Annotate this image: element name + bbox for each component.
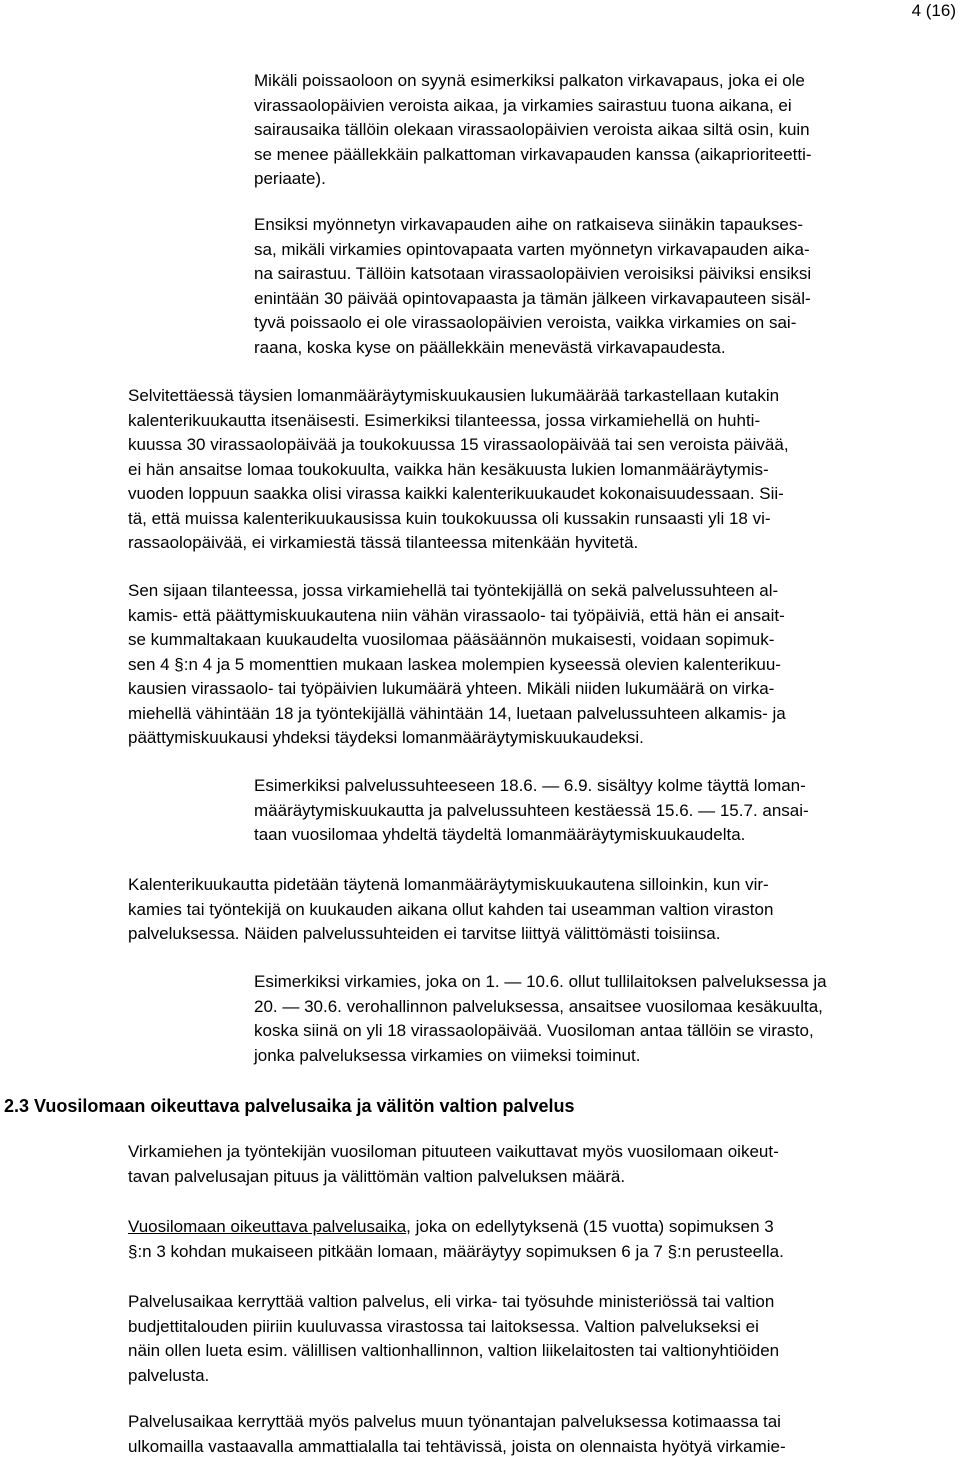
text-line: jonka palveluksessa virkamies on viimeksi toiminut. — [254, 1045, 641, 1065]
text-line: Palvelusaikaa kerryttää valtion palvelus, eli virka- tai työsuhde ministeriössä tai valtion — [128, 1292, 775, 1311]
text-line: Esimerkiksi palvelussuhteeseen 18.6. — 6.9. sisältyy kolme täyttä loman- — [254, 776, 806, 795]
text-line — [128, 1215, 956, 1240]
paragraph-multiple-agencies — [128, 873, 956, 947]
text-line-rest: , joka on edellytyksenä (15 vuotta) sopimuksen 3 — [406, 1217, 774, 1236]
text-line: enintään 30 päivää opintovapaasta ja tämän jälkeen virkavapauteen sisäl- — [254, 288, 811, 308]
text-line: se menee päällekkäin palkattoman virkavapauden kanssa (aikaprioriteetti- — [254, 144, 812, 164]
text-line: sa, mikäli virkamies opintovapaata varten myönnetyn virkavapauden aika- — [254, 239, 810, 259]
text-line: kamis- että päättymiskuukautena niin vähän virassaolo- tai työpäiviä, että hän ei ansait- — [128, 605, 785, 625]
example-employment-period — [254, 774, 954, 848]
underlined-term: Vuosilomaan oikeuttava palvelusaika — [128, 1217, 407, 1236]
text-line: budjettitalouden piiriin kuuluvassa virastossa tai laitoksessa. Valtion palvelukseksi ei — [128, 1316, 759, 1336]
text-line: periaate). — [254, 169, 326, 188]
text-line: palveluksessa. Näiden palvelussuhteiden ei tarvitse liittyä välittömästi toisiinsa. — [128, 924, 721, 943]
text-line: taan vuosilomaa yhdeltä täydeltä lomanmääräytymiskuukaudelta. — [254, 825, 746, 844]
paragraph-service-time-intro — [128, 1140, 956, 1189]
paragraph-state-service — [128, 1290, 956, 1388]
text-line: kamies tai työntekijä on kuukauden aikana ollut kahden tai useamman valtion viraston — [128, 899, 774, 919]
text-line: tyvä poissaolo ei ole virassaolopäivien veroista, vaikka virkamies on sai- — [254, 313, 797, 332]
text-line: raana, koska kyse on päällekkäin menevästä virkavapaudesta. — [254, 337, 726, 357]
text-line: Sen sijaan tilanteessa, jossa virkamiehellä tai työntekijällä on sekä palvelussuhteen al- — [128, 581, 779, 600]
section-heading: 2.3 Vuosilomaan oikeuttava palvelusaika ja välitön valtion palvelus — [4, 1096, 575, 1116]
paragraph-unpaid-leave-sickness — [254, 69, 954, 192]
text-line: se kummaltakaan kuukaudelta vuosilomaa pääsäännön mukaisesti, voidaan sopimuk- — [128, 630, 775, 649]
paragraph-qualifying-service-time — [128, 1215, 956, 1264]
text-line: päättymiskuukausi yhdeksi täydeksi lomanmääräytymiskuukaudeksi. — [128, 728, 644, 747]
text-line: na sairastuu. Tällöin katsotaan virassaolopäivien veroisiksi päiviksi ensiksi — [254, 264, 812, 283]
text-line: rassaolopäivää, ei virkamiestä tässä tilanteessa mitenkään hyvitetä. — [128, 533, 639, 552]
text-line: ulkomailla vastaavalla ammattialalla tai tehtävissä, joista on olennaista hyötyä virkamie- — [128, 1436, 786, 1456]
text-line: tä, että muissa kalenterikuukausissa kuin toukokuussa oli kussakin runsaasti yli 18 vi- — [128, 508, 771, 528]
example-customs-tax-administration — [254, 970, 954, 1068]
text-line: koska siinä on yli 18 virassaolopäivää. Vuosiloman antaa tällöin se virasto, — [254, 1021, 814, 1040]
text-line: tavan palvelusajan pituus ja välittömän valtion palveluksen määrä. — [128, 1166, 626, 1186]
text-line: kausien virassaolo- tai työpäivien lukumäärä yhteen. Mikäli niiden lukumäärä on virka- — [128, 679, 775, 698]
text-line: palvelusta. — [128, 1365, 210, 1385]
text-line: miehellä vähintään 18 ja työntekijällä vähintään 14, luetaan palvelussuhteen alkamis- ja — [128, 703, 786, 723]
text-line: Esimerkiksi virkamies, joka on 1. — 10.6. ollut tullilaitoksen palveluksessa ja — [254, 972, 827, 991]
text-line: kalenterikuukautta itsenäisesti. Esimerkiksi tilanteessa, jossa virkamiehellä on huhti- — [128, 410, 761, 430]
text-line: ei hän ansaitse lomaa toukokuulta, vaikka hän kesäkuusta lukien lomanmääräytymis- — [128, 459, 769, 479]
text-line: vuoden loppuun saakka olisi virassa kaikki kalenterikuukaudet kokonaisuudessaan. Sii- — [128, 484, 784, 503]
text-line: Selvitettäessä täysien lomanmääräytymiskuukausien lukumäärää tarkastellaan kutakin — [128, 386, 780, 405]
paragraph-study-leave — [254, 213, 954, 360]
text-line: sairausaika tällöin olekaan virassaolopäivien veroista aikaa siltä osin, kuin — [254, 120, 810, 139]
text-line: kuussa 30 virassaolopäivää ja toukokuussa 15 virassaolopäivää tai sen veroista päivää, — [128, 435, 789, 454]
page-number: 4 (16) — [911, 1, 956, 20]
text-line: näin ollen lueta esim. välillisen valtionhallinnon, valtion liikelaitosten tai valtionyhtiöiden — [128, 1341, 780, 1360]
paragraph-start-end-months — [128, 579, 956, 751]
text-line: §:n 3 kohdan mukaiseen pitkään lomaan, määräytyy sopimuksen 6 ja 7 §:n perusteella. — [128, 1241, 784, 1261]
text-line: Ensiksi myönnetyn virkavapauden aihe on ratkaiseva siinäkin tapaukses- — [254, 215, 804, 234]
text-line: virassaolopäivien veroista aikaa, ja virkamies sairastuu tuona aikana, ei — [254, 95, 792, 115]
text-line: sen 4 §:n 4 ja 5 momenttien mukaan laskea molempien kyseessä olevien kalenterikuu- — [128, 654, 781, 674]
text-line: Mikäli poissaoloon on syynä esimerkiksi palkaton virkavapaus, joka ei ole — [254, 71, 805, 90]
paragraph-other-employer-service — [128, 1410, 956, 1459]
text-line: 20. — 30.6. verohallinnon palveluksessa, ansaitsee vuosilomaa kesäkuulta, — [254, 996, 823, 1016]
text-line: Virkamiehen ja työntekijän vuosiloman pituuteen vaikuttavat myös vuosilomaan oikeut- — [128, 1142, 779, 1161]
text-line: määräytymiskuukautta ja palvelussuhteen kestäessä 15.6. — 15.7. ansai- — [254, 800, 809, 820]
paragraph-full-months-count — [128, 384, 956, 556]
text-line: Kalenterikuukautta pidetään täytenä lomanmääräytymiskuukautena silloinkin, kun vir- — [128, 875, 769, 894]
text-line: Palvelusaikaa kerryttää myös palvelus muun työnantajan palveluksessa kotimaassa tai — [128, 1412, 781, 1431]
